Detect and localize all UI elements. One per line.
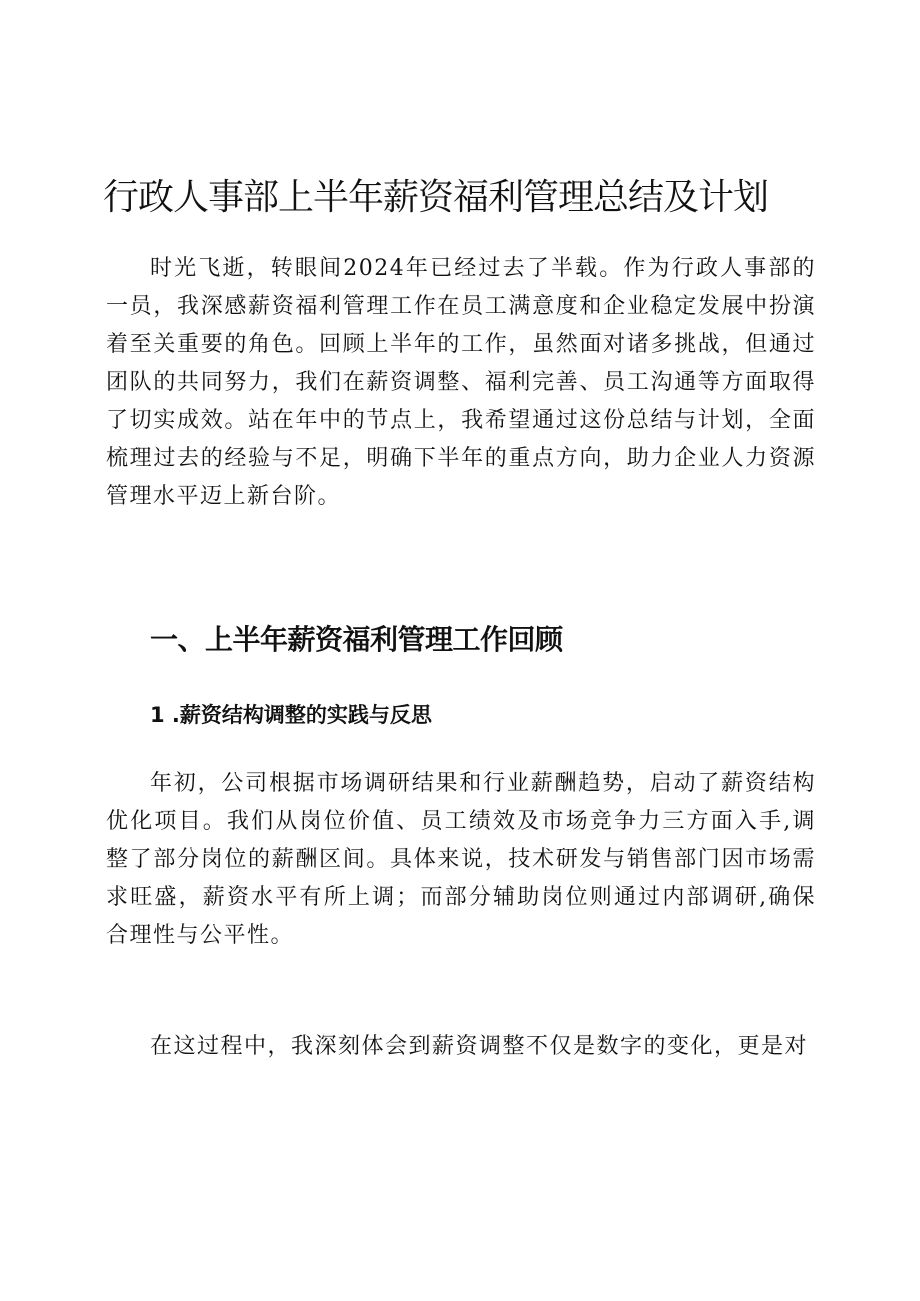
- body-paragraph-continued: 在这过程中，我深刻体会到薪资调整不仅是数字的变化，更是对: [150, 1034, 809, 1059]
- subsection-heading: 1 .薪资结构调整的实践与反思: [150, 703, 432, 727]
- section-heading: 一、上半年薪资福利管理工作回顾: [150, 623, 563, 656]
- intro-paragraph: 时光飞逝，转眼间2024年已经过去了半载。作为行政人事部的一员，我深感薪资福利管理工作在员工满意度和企业稳定发展中扮演着至关重要的角色。回顾上半年的工作，虽然面对诸多挑战，但通过团队的共同努力，我们在薪资调整、福利完善、员工沟通等方面取得了切实成效。站在年中的节点上，我希望通过这份总结与计划，全面梳理过去的经验与不足，明确下半年的重点方向，助力企业人力资源管理水平迈上新台阶。: [106, 256, 816, 509]
- document-title: 行政人事部上半年薪资福利管理总结及计划: [103, 177, 769, 218]
- body-paragraph: 年初，公司根据市场调研结果和行业薪酬趋势，启动了薪资结构优化项目。我们从岗位价值、员工绩效及市场竞争力三方面入手,调整了部分岗位的薪酬区间。具体来说，技术研发与销售部门因市场需求旺盛，薪资水平有所上调；而部分辅助岗位则通过内部调研,确保合理性与公平性。: [106, 771, 816, 948]
